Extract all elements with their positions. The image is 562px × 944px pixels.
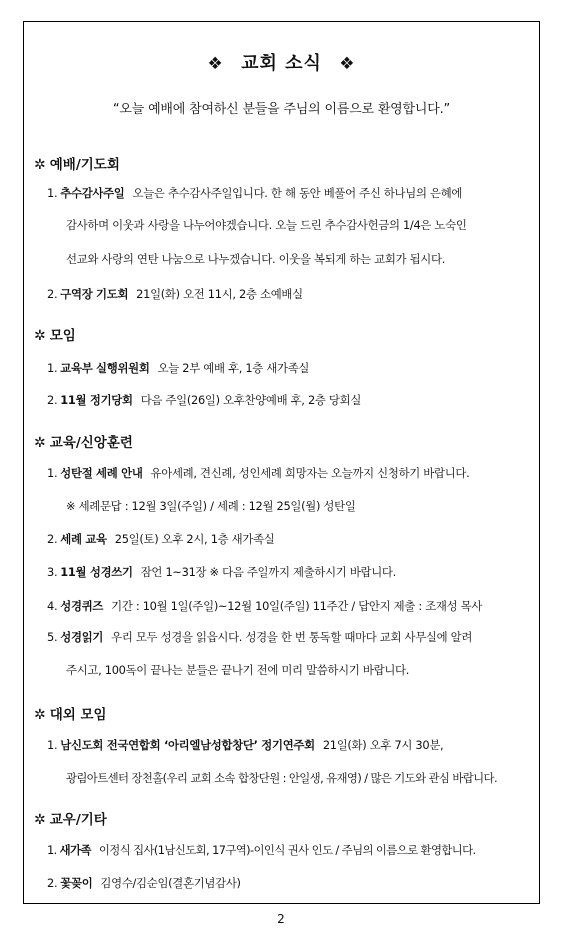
list-item: 5. 성경읽기 우리 모두 성경을 읽읍시다. 성경을 한 번 통독할 때마다 교회 사무실에 알려 (47, 630, 473, 644)
list-item: 4. 성경퀴즈 기간 : 10월 1일(주일)~12월 10일(주일) 11주간 / 답안지 제출 : 조재성 목사 (47, 599, 483, 613)
list-item: 2. 구역장 기도회 21일(화) 오전 11시, 2층 소예배실 (47, 287, 303, 301)
list-item: 2. 11월 정기당회 다음 주일(26일) 오후찬양예배 후, 2층 당회실 (47, 393, 362, 407)
star-bullet-icon: ✲ (34, 157, 46, 173)
list-item: 1. 새가족 이정식 집사(1남신도회, 17구역)-이인식 권사 인도 / 주님의 이름으로 환영합니다. (47, 843, 476, 857)
list-item: 2. 세례 교육 25일(토) 오후 2시, 1층 새가족실 (47, 532, 275, 546)
section-heading-education: ✲ 교육/신앙훈련 (34, 435, 133, 451)
section-heading-external: ✲ 대외 모임 (34, 707, 107, 723)
section-heading-worship: ✲ 예배/기도회 (34, 157, 120, 173)
list-item: 3. 11월 성경쓰기 잠언 1~31장 ※ 다음 주일까지 제출하시기 바랍니다. (47, 565, 396, 579)
title-text: 교회 소식 (241, 53, 322, 74)
list-item: 2. 꽃꽂이 김영수/김순임(결혼기념감사) (47, 876, 241, 890)
diamond-ornament-icon: ❖ (339, 54, 356, 74)
list-item: 1. 교육부 실행위원회 오늘 2부 예배 후, 1층 새가족실 (47, 361, 310, 375)
star-bullet-icon: ✲ (34, 812, 46, 828)
list-item-continuation: 광림아트센터 장천홀(우리 교회 소속 합창단원 : 안일생, 유재영) / 많은 기도와 관심 바랍니다. (66, 771, 497, 785)
section-heading-members: ✲ 교우/기타 (34, 812, 107, 828)
list-item-continuation: 선교와 사랑의 연탄 나눔으로 나누겠습니다. 이웃을 복되게 하는 교회가 됩시다. (66, 252, 446, 266)
bulletin-page (23, 21, 540, 904)
page-title (24, 49, 539, 75)
list-item: 1. 성탄절 세례 안내 유아세례, 견신례, 성인세례 희망자는 오늘까지 신청하기 바랍니다. (47, 466, 470, 480)
diamond-ornament-icon: ❖ (207, 54, 224, 74)
list-item-continuation: ※ 세례문답 : 12월 3일(주일) / 세례 : 12월 25일(월) 성탄일 (66, 499, 356, 513)
welcome-message: “오늘 예배에 참여하신 분들을 주님의 이름으로 환영합니다.” (112, 102, 451, 117)
list-item-continuation: 주시고, 100독이 끝나는 분들은 끝나기 전에 미리 말씀하시기 바랍니다. (66, 663, 410, 677)
list-item-continuation: 감사하며 이웃과 사랑을 나누어야겠습니다. 오늘 드린 추수감사헌금의 1/4은 노숙인 (66, 218, 467, 232)
list-item: 1. 추수감사주일 오늘은 추수감사주일입니다. 한 해 동안 베풀어 주신 하나님의 은혜에 (47, 186, 463, 200)
star-bullet-icon: ✲ (34, 328, 46, 344)
page-number: 2 (277, 912, 285, 926)
section-heading-meetings: ✲ 모임 (34, 328, 76, 344)
star-bullet-icon: ✲ (34, 435, 46, 451)
list-item: 1. 남신도회 전국연합회 ‘아리엘남성합창단’ 정기연주회 21일(화) 오후 7시 30분, (47, 738, 444, 752)
star-bullet-icon: ✲ (34, 707, 46, 723)
